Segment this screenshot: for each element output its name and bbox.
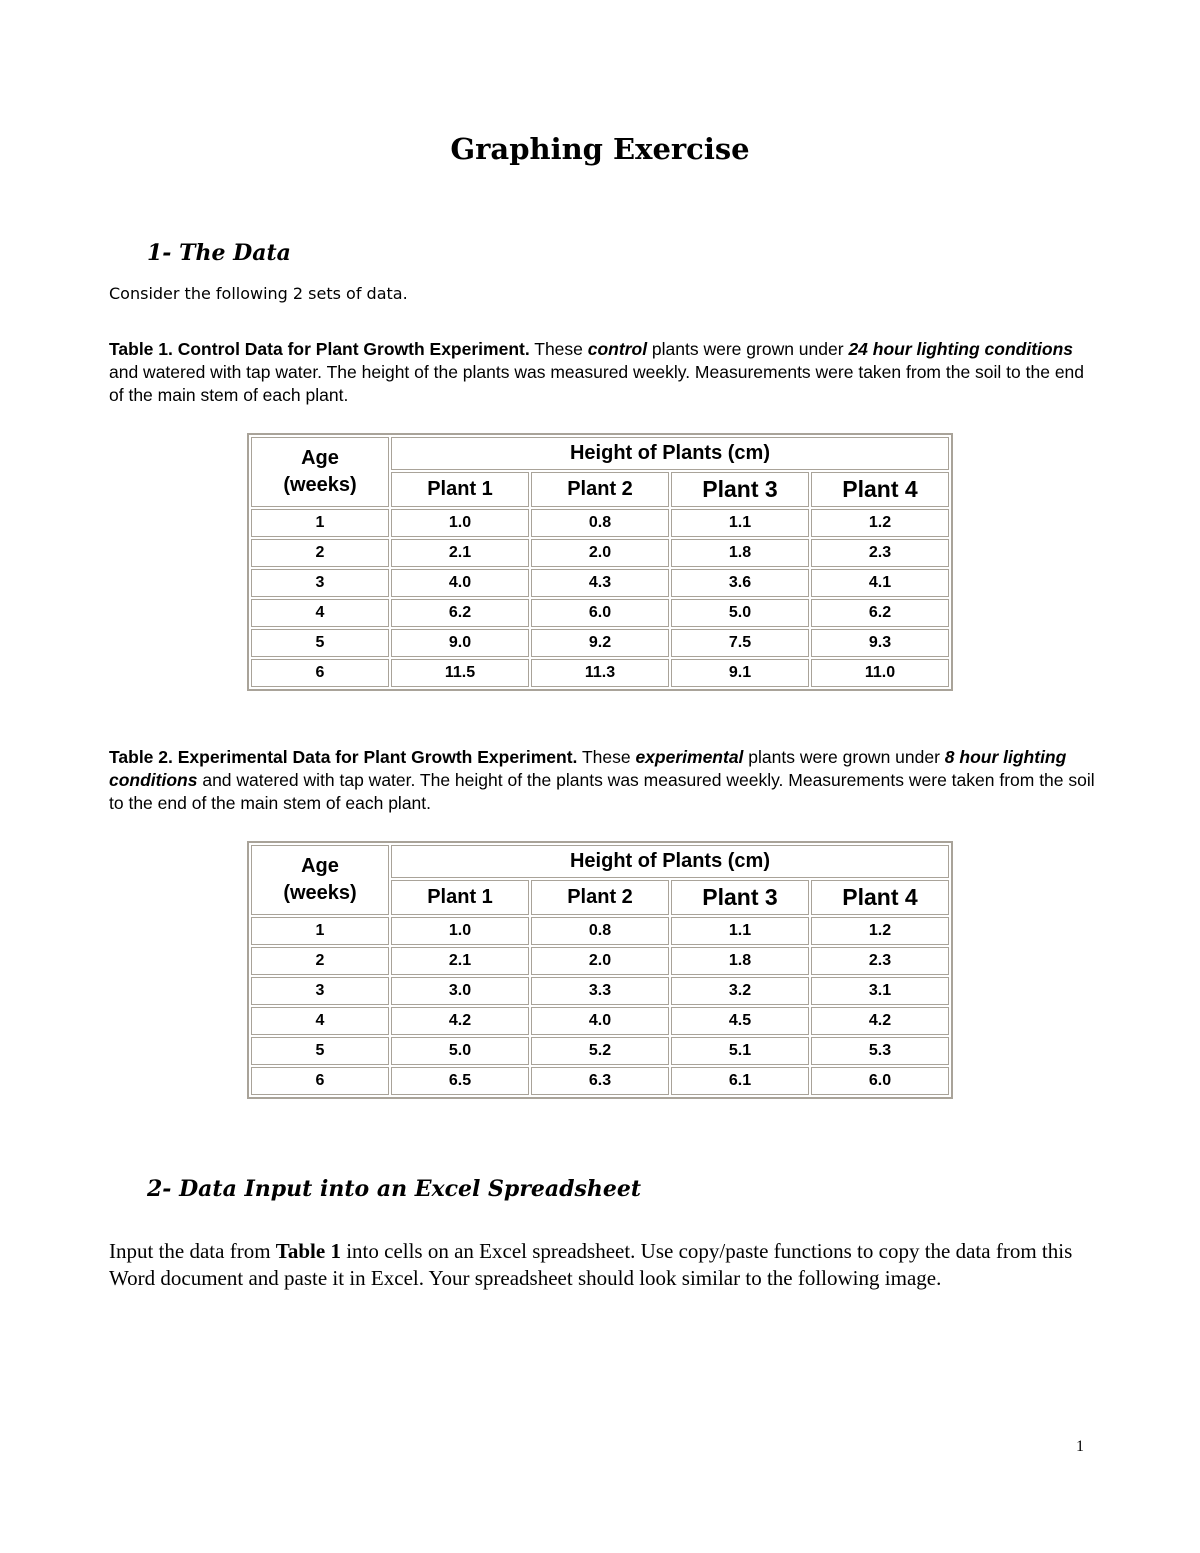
height-cell: 2.1	[391, 539, 529, 567]
height-cell: 4.5	[671, 1007, 809, 1035]
age-cell: 2	[251, 947, 389, 975]
height-cell: 1.1	[671, 509, 809, 537]
table-row	[251, 659, 949, 687]
height-cell: 3.2	[671, 977, 809, 1005]
caption-text: plants were grown under	[647, 339, 849, 359]
table-row	[251, 977, 949, 1005]
height-cell: 5.1	[671, 1037, 809, 1065]
height-cell: 4.0	[531, 1007, 669, 1035]
height-cell: 1.2	[811, 917, 949, 945]
plant-4-header: Plant 4	[811, 472, 949, 507]
plant-3-header: Plant 3	[671, 880, 809, 915]
age-weeks-header: Age (weeks)	[251, 437, 389, 507]
height-cell: 2.1	[391, 947, 529, 975]
height-cell: 1.0	[391, 917, 529, 945]
height-cell: 0.8	[531, 917, 669, 945]
table-1-control-data	[247, 433, 953, 691]
height-of-plants-header: Height of Plants (cm)	[391, 437, 949, 470]
height-cell: 1.8	[671, 947, 809, 975]
height-cell: 4.2	[811, 1007, 949, 1035]
height-cell: 6.2	[391, 599, 529, 627]
height-cell: 9.3	[811, 629, 949, 657]
age-cell: 6	[251, 1067, 389, 1095]
height-cell: 4.2	[391, 1007, 529, 1035]
height-cell: 3.6	[671, 569, 809, 597]
height-cell: 7.5	[671, 629, 809, 657]
height-cell: 11.3	[531, 659, 669, 687]
height-cell: 11.5	[391, 659, 529, 687]
age-cell: 3	[251, 977, 389, 1005]
caption-text: and watered with tap water. The height of the plants was measured weekly. Measurements were taken from the soil to the end of the main stem of each plant.	[109, 362, 1085, 405]
caption-emphasis: experimental	[635, 747, 744, 767]
caption-text: and watered with tap water. The height of the plants was measured weekly. Measurements were taken from the soil to the end of the main stem of each plant.	[109, 770, 1095, 813]
table-1-reference: Table 1	[275, 1239, 341, 1263]
height-cell: 9.2	[531, 629, 669, 657]
plant-1-header: Plant 1	[391, 880, 529, 915]
height-cell: 4.3	[531, 569, 669, 597]
table-2-caption	[109, 746, 1099, 815]
table-row	[251, 569, 949, 597]
caption-text: These	[577, 747, 636, 767]
table-row	[251, 1037, 949, 1065]
table-1-caption	[109, 338, 1099, 407]
caption-emphasis: control	[587, 339, 648, 359]
table-row	[251, 1067, 949, 1095]
height-cell: 6.0	[811, 1067, 949, 1095]
height-cell: 9.0	[391, 629, 529, 657]
page-title: Graphing Exercise	[450, 132, 750, 166]
height-cell: 5.0	[671, 599, 809, 627]
caption-text: plants were grown under	[743, 747, 945, 767]
table-row	[251, 917, 949, 945]
height-cell: 2.3	[811, 539, 949, 567]
table-row	[251, 599, 949, 627]
plant-4-header: Plant 4	[811, 880, 949, 915]
height-cell: 6.5	[391, 1067, 529, 1095]
height-cell: 2.0	[531, 947, 669, 975]
height-cell: 0.8	[531, 509, 669, 537]
height-cell: 9.1	[671, 659, 809, 687]
height-cell: 3.1	[811, 977, 949, 1005]
table-row	[251, 509, 949, 537]
table-row	[251, 947, 949, 975]
height-cell: 2.3	[811, 947, 949, 975]
age-cell: 4	[251, 599, 389, 627]
height-cell: 4.1	[811, 569, 949, 597]
height-cell: 2.0	[531, 539, 669, 567]
age-cell: 4	[251, 1007, 389, 1035]
height-cell: 4.0	[391, 569, 529, 597]
height-cell: 11.0	[811, 659, 949, 687]
height-cell: 5.2	[531, 1037, 669, 1065]
section-2-heading: 2- Data Input into an Excel Spreadsheet	[147, 1176, 642, 1202]
age-weeks-header: Age (weeks)	[251, 845, 389, 915]
table-2-experimental-data	[247, 841, 953, 1099]
plant-1-header: Plant 1	[391, 472, 529, 507]
height-cell: 5.3	[811, 1037, 949, 1065]
plant-2-header: Plant 2	[531, 880, 669, 915]
page-number: 1	[1076, 1438, 1084, 1455]
height-cell: 6.0	[531, 599, 669, 627]
table-1-caption-label: Table 1. Control Data for Plant Growth Experiment.	[109, 339, 530, 359]
table-row	[251, 629, 949, 657]
caption-text: These	[529, 339, 588, 359]
age-cell: 3	[251, 569, 389, 597]
table-2-caption-label: Table 2. Experimental Data for Plant Growth Experiment.	[109, 747, 578, 767]
height-cell: 6.2	[811, 599, 949, 627]
height-cell: 3.3	[531, 977, 669, 1005]
age-cell: 5	[251, 629, 389, 657]
age-cell: 5	[251, 1037, 389, 1065]
height-cell: 6.3	[531, 1067, 669, 1095]
plant-3-header: Plant 3	[671, 472, 809, 507]
caption-emphasis: 24 hour lighting conditions	[848, 339, 1074, 359]
age-cell: 2	[251, 539, 389, 567]
age-cell: 6	[251, 659, 389, 687]
plant-2-header: Plant 2	[531, 472, 669, 507]
height-cell: 1.8	[671, 539, 809, 567]
age-cell: 1	[251, 917, 389, 945]
height-of-plants-header: Height of Plants (cm)	[391, 845, 949, 878]
caption-emphasis: 8 hour lighting conditions	[109, 747, 1067, 790]
age-cell: 1	[251, 509, 389, 537]
height-cell: 1.1	[671, 917, 809, 945]
section-2-body: Input the data from Table 1 into cells on an Excel spreadsheet. Use copy/paste functions to copy the data from this Word document and paste it in Excel. Your spreadsheet should look similar to the following image.	[109, 1239, 1073, 1290]
table-row	[251, 539, 949, 567]
height-cell: 6.1	[671, 1067, 809, 1095]
section-1-heading: 1- The Data	[147, 240, 291, 266]
height-cell: 1.2	[811, 509, 949, 537]
section-1-intro: Consider the following 2 sets of data.	[109, 284, 408, 303]
table-row	[251, 1007, 949, 1035]
height-cell: 5.0	[391, 1037, 529, 1065]
height-cell: 1.0	[391, 509, 529, 537]
height-cell: 3.0	[391, 977, 529, 1005]
